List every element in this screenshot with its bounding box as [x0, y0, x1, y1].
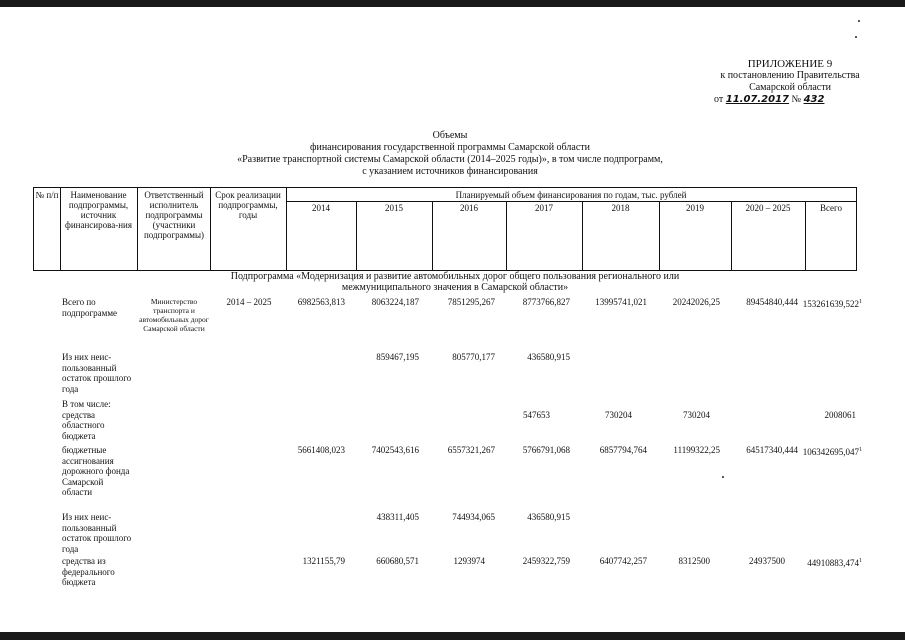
footnote-mark: 1: [859, 447, 862, 453]
title-line-4: с указанием источников финансирования: [362, 166, 538, 177]
table-header: [33, 187, 857, 271]
header-year: 2019: [686, 203, 704, 213]
total-cell: 44910883,474$^1$: [807, 558, 862, 568]
value-cell: 730204: [683, 410, 710, 420]
value-cell: 6857794,764: [599, 445, 647, 455]
total-cell: 106342695,047$^1$: [802, 447, 862, 457]
header-year: 2014: [312, 203, 330, 213]
header-name: Наименование подпрограммы, источник финансирова-ния: [65, 190, 132, 230]
value-cell: 5661408,023: [297, 445, 345, 455]
value-cell: 859467,195: [376, 352, 419, 362]
value-cell: 436580,915: [527, 352, 570, 362]
value-cell: 89454840,444: [746, 297, 798, 307]
value-cell: 1293974: [453, 556, 485, 566]
value-cell: 805770,177: [452, 352, 495, 362]
row-label: бюджетные ассигнования дорожного фонда Самарской области: [62, 445, 130, 497]
column-divider: [137, 188, 138, 270]
header-year: 2016: [460, 203, 478, 213]
value-cell: 6557321,267: [447, 445, 495, 455]
title-line-2: финансирования государственной программы Самарской области: [309, 142, 590, 153]
value-cell: 5766791,068: [522, 445, 570, 455]
header-year: 2017: [535, 203, 553, 213]
header-year: 2015: [385, 203, 403, 213]
row-label: средства из федерального бюджета: [62, 556, 115, 587]
header-year: 2020 – 2025: [745, 203, 791, 213]
header-subdivider: [286, 201, 856, 202]
value-cell: 660680,571: [376, 556, 419, 566]
value-cell: 64517340,444: [746, 445, 798, 455]
scan-border-top: [0, 0, 905, 7]
value-cell: 6982563,813: [297, 297, 345, 307]
appendix-block: [690, 58, 890, 106]
value-cell: 24937500: [749, 556, 785, 566]
value-cell: 8312500: [678, 556, 710, 566]
value-cell: 11199322,25: [673, 445, 720, 455]
value-cell: 20242026,25: [672, 297, 720, 307]
value-cell: 744934,065: [452, 512, 495, 522]
header-term: Срок реализации подпрограммы, годы: [215, 190, 281, 220]
title-line-1: Объемы: [432, 130, 468, 141]
from-label: от: [714, 94, 724, 105]
footnote-mark: 1: [859, 558, 862, 564]
column-divider: [60, 188, 61, 270]
value-cell: 730204: [605, 410, 632, 420]
scan-speck: [722, 476, 724, 478]
row-label: В том числе: средства областного бюджета: [62, 399, 111, 441]
value-cell: 13995741,021: [595, 297, 647, 307]
row-label: Из них неис-пользованный остаток прошлого года: [62, 352, 132, 394]
footnote-mark: 1: [859, 299, 862, 305]
total-cell: 153261639,522$^1$: [802, 299, 862, 309]
appendix-line-1: к постановлению Правительства: [720, 70, 860, 81]
header-planned: Планируемый объем финансирования по годам, тыс. рублей: [455, 190, 687, 200]
value-cell: 8063224,187: [371, 297, 419, 307]
value-cell: 8773766,827: [522, 297, 570, 307]
value-cell: 2459322,759: [522, 556, 570, 566]
document-title: [150, 130, 750, 178]
handwritten-date: 11.07.2017: [725, 94, 790, 105]
row-label: Всего по подпрограмме: [62, 297, 118, 318]
value-cell: 6407742,257: [599, 556, 647, 566]
header-number: № п/п: [35, 190, 59, 200]
value-cell: 7402543,616: [371, 445, 419, 455]
value-cell: 438311,405: [376, 512, 419, 522]
value-cell: 7851295,267: [447, 297, 495, 307]
appendix-signature-line: [690, 94, 890, 106]
scan-speck: [858, 20, 860, 22]
subprogram-title-line-2: межмуниципального значения в Самарской области»: [341, 282, 569, 293]
scan-border-bottom: [0, 632, 905, 640]
row-label: Из них неис-пользованный остаток прошлого года: [62, 512, 132, 554]
value-cell: 547653: [523, 410, 550, 420]
row-responsible: Министерство транспорта и автомобильных дорог Самарской области: [139, 297, 209, 333]
handwritten-number: 432: [803, 94, 825, 105]
header-year: 2018: [611, 203, 630, 213]
value-cell: 1321155,79: [302, 556, 345, 566]
value-cell: 436580,915: [527, 512, 570, 522]
column-divider: [210, 188, 211, 270]
appendix-title: ПРИЛОЖЕНИЕ 9: [747, 58, 833, 70]
header-responsible: Ответственный исполнитель подпрограммы (участники подпрограммы): [143, 190, 205, 240]
row-term: 2014 – 2025: [226, 297, 272, 307]
subprogram-title: [180, 271, 730, 293]
subprogram-title-line-1: Подпрограмма «Модернизация и развитие автомобильных дорог общего пользования регионального или: [230, 271, 680, 282]
title-line-3: «Развитие транспортной системы Самарской области (2014–2025 годы)», в том числе подпрограмм,: [237, 154, 663, 165]
header-total: Всего: [819, 203, 843, 213]
appendix-line-2: Самарской области: [749, 82, 831, 93]
number-label: №: [791, 94, 802, 105]
total-cell: 2008061: [824, 410, 856, 420]
scan-speck: [855, 36, 857, 38]
